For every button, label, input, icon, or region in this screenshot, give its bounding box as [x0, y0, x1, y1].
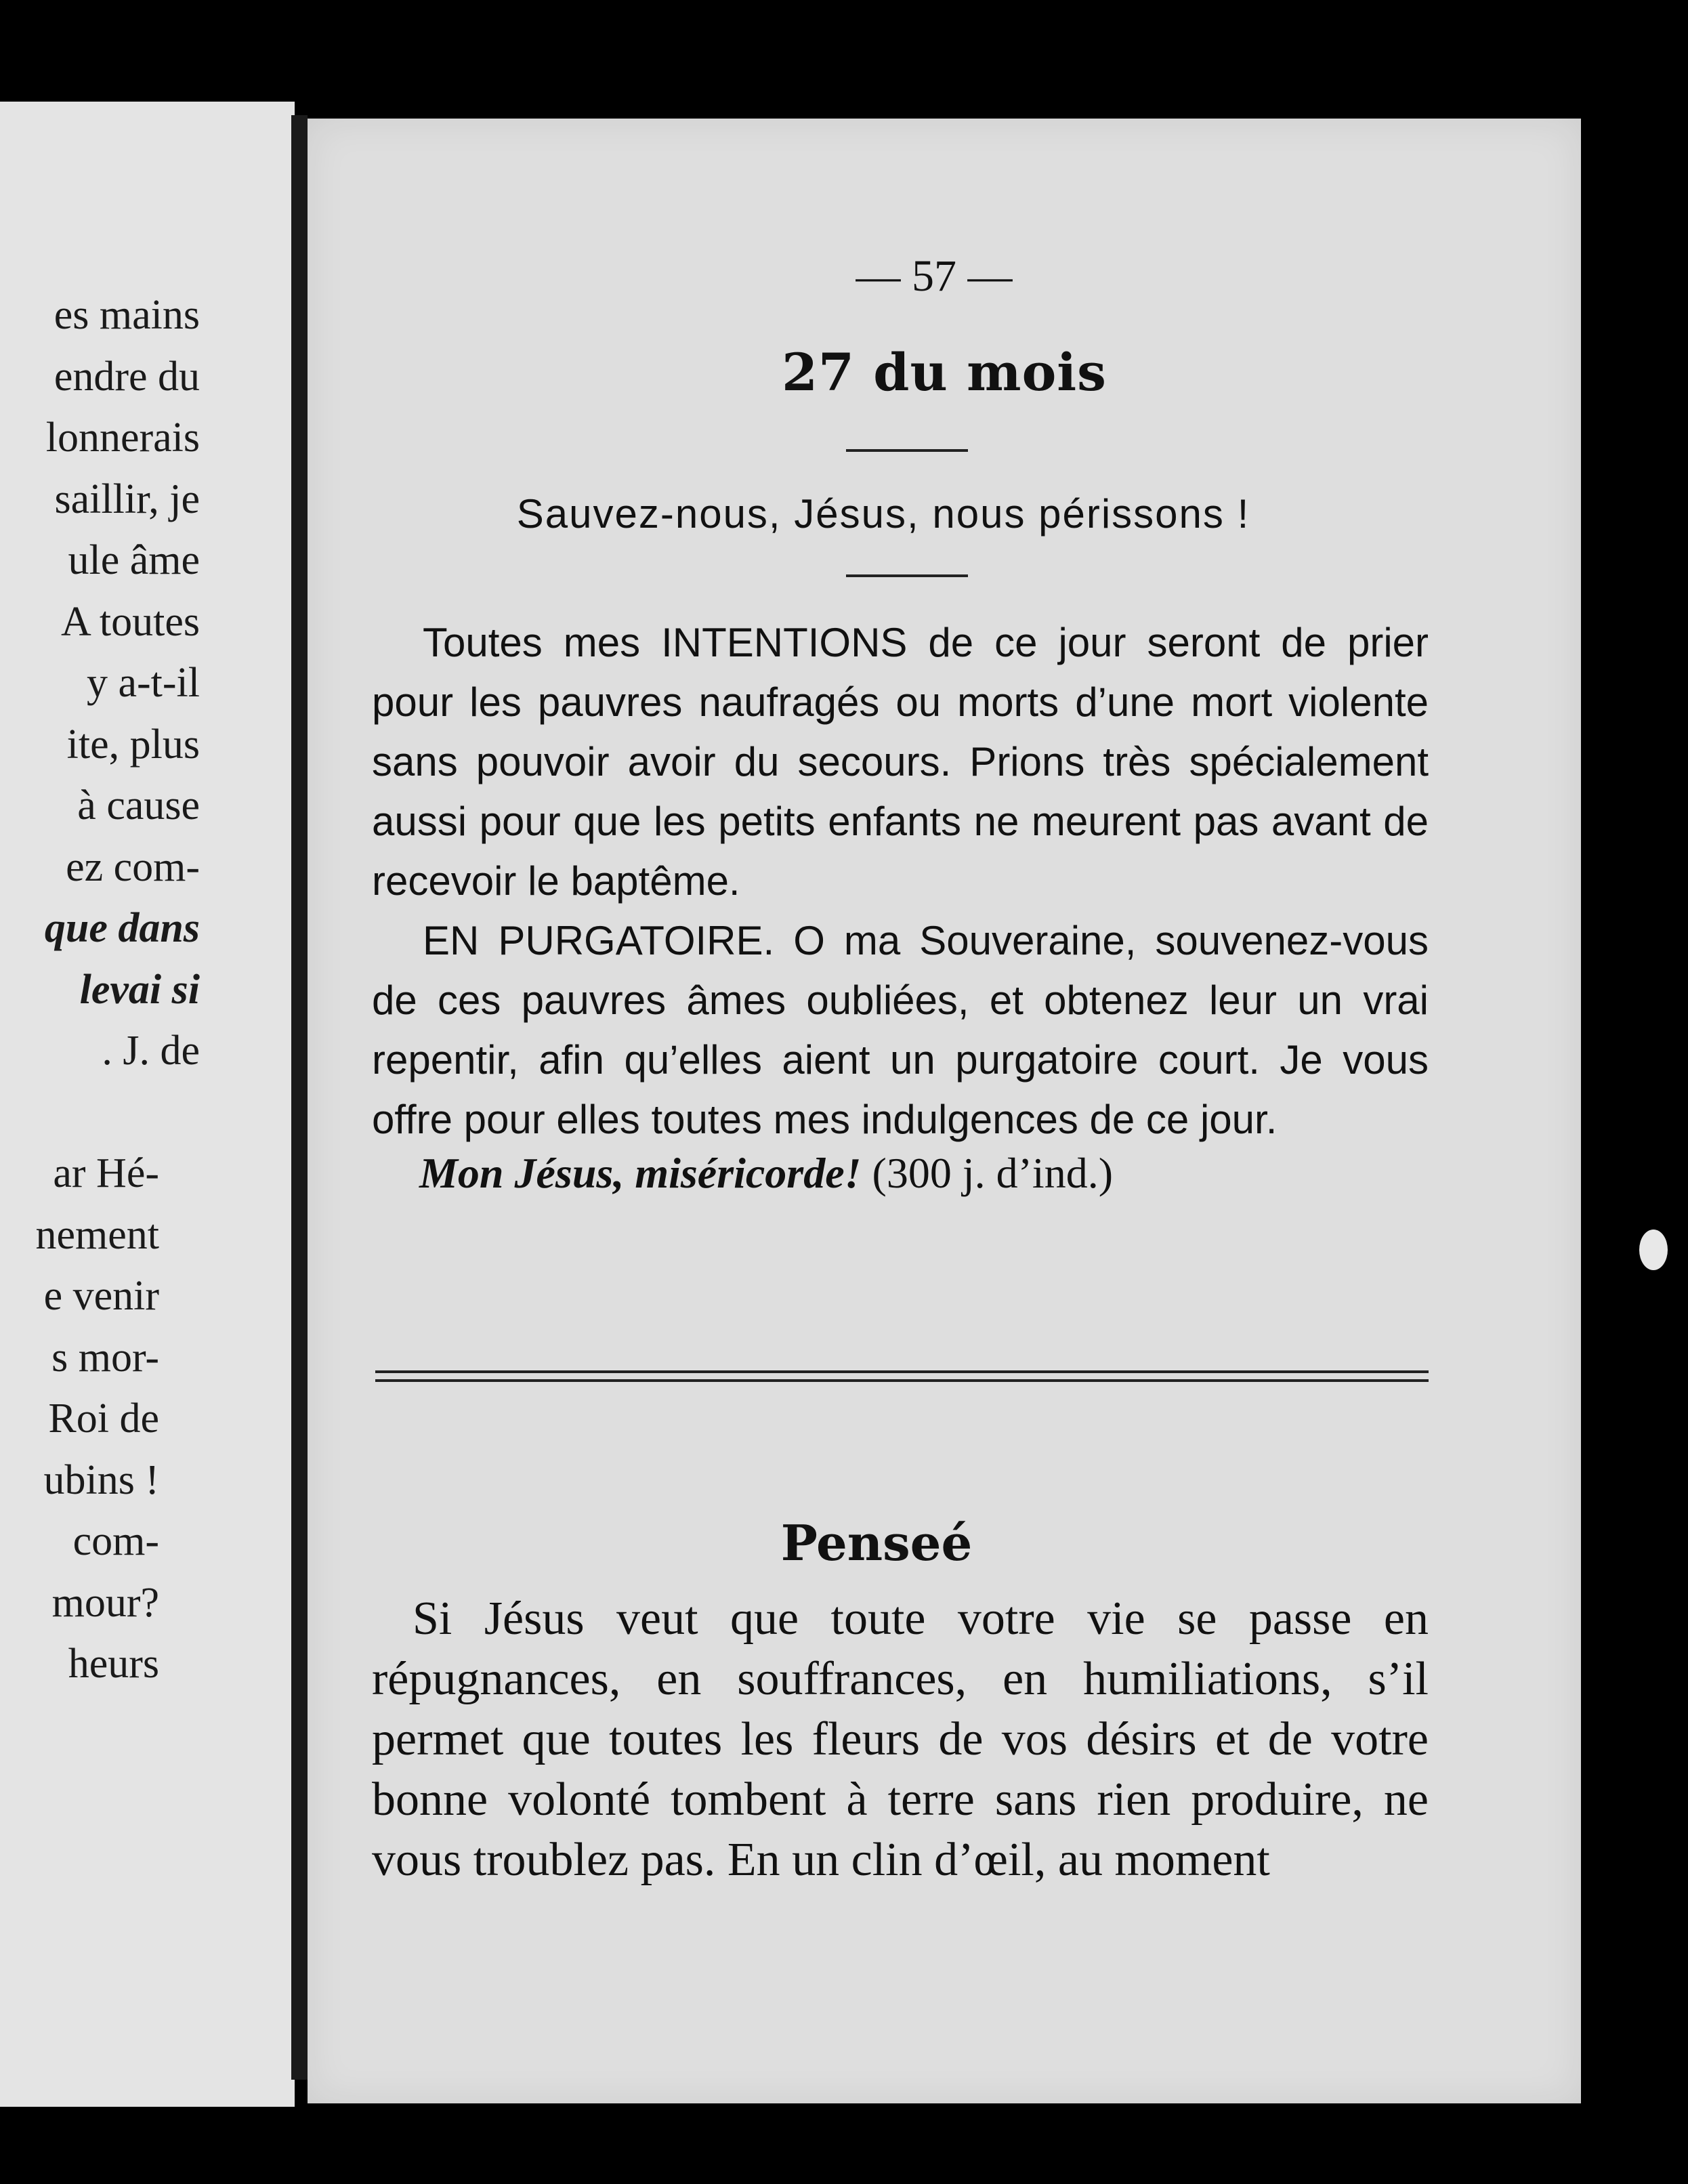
purgatoire-paragraph: EN PURGATOIRE. O ma Souveraine, souvenez-vous de ces pauvres âmes oubliées, et obtenez leur un vrai repentir, afin qu’elles aient un purgatoire court. Je vous offre pour elles toutes mes indulgences de ce jour. — [372, 918, 1429, 1142]
facing-page-line: ar Hé- — [53, 1150, 159, 1196]
book-page — [308, 119, 1581, 2103]
facing-page-line: ubins ! — [43, 1456, 159, 1503]
page-speck — [1639, 1230, 1668, 1270]
prayer-italic: Mon Jésus, miséricorde! — [419, 1149, 862, 1197]
intentions-block — [372, 613, 1429, 1150]
section-divider-bottom — [375, 1379, 1429, 1382]
facing-page-line: com- — [72, 1518, 159, 1564]
facing-page-line: ez com- — [66, 843, 200, 890]
facing-page-line: mour? — [51, 1579, 159, 1626]
book-gutter — [291, 115, 308, 2080]
facing-page-line: ule âme — [68, 537, 200, 583]
facing-page-line: nement — [35, 1211, 159, 1258]
facing-page-line: levai si — [79, 966, 200, 1013]
facing-page-line: heurs — [68, 1641, 159, 1687]
facing-page-line: lonnerais — [45, 415, 200, 461]
ejaculatory-prayer — [419, 1148, 1435, 1198]
facing-page-line: es mains — [54, 292, 200, 338]
title-rule — [846, 449, 968, 452]
facing-page-line: ite, plus — [66, 721, 200, 768]
facing-page — [0, 102, 295, 2107]
facing-page-line: . J. de — [102, 1028, 200, 1074]
thought-paragraph: Si Jésus veut que toute votre vie se passe en répugnances, en souffrances, en humiliations, s’il permet que toutes les fleurs de vos désirs et de votre bonne volonté tombent à terre sans rien produire, ne vous troublez pas. En un clin d’œil, au moment — [372, 1593, 1429, 1886]
facing-page-line: A toutes — [61, 598, 200, 645]
facing-page-line: e venir — [43, 1273, 159, 1319]
facing-page-line: endre du — [54, 353, 200, 400]
invocation-rule — [846, 574, 968, 577]
facing-page-line: Roi de — [48, 1395, 159, 1442]
section-divider-top — [375, 1370, 1429, 1373]
day-title: 27 du mois — [782, 342, 1107, 402]
section-title: Penseé — [780, 1514, 973, 1572]
facing-page-line: s mor- — [51, 1334, 159, 1381]
facing-page-line: à cause — [77, 782, 200, 828]
facing-page-line: saillir, je — [54, 476, 200, 522]
intentions-paragraph: Toutes mes INTENTIONS de ce jour seront de prier pour les pauvres naufragés ou morts d’une mort violente sans pouvoir avoir du secours. Prions très spécialement aussi pour que les petits enfants ne meurent pas avant de recevoir le baptême. — [372, 620, 1429, 904]
indulgence-note: (300 j. d’ind.) — [861, 1149, 1113, 1197]
invocation: Sauvez-nous, Jésus, nous périssons ! — [516, 491, 1250, 537]
facing-page-line: que dans — [44, 905, 200, 951]
thought-block — [372, 1589, 1429, 1890]
page-number: — 57 — — [856, 251, 1013, 301]
facing-page-line: y a-t-il — [87, 660, 200, 706]
